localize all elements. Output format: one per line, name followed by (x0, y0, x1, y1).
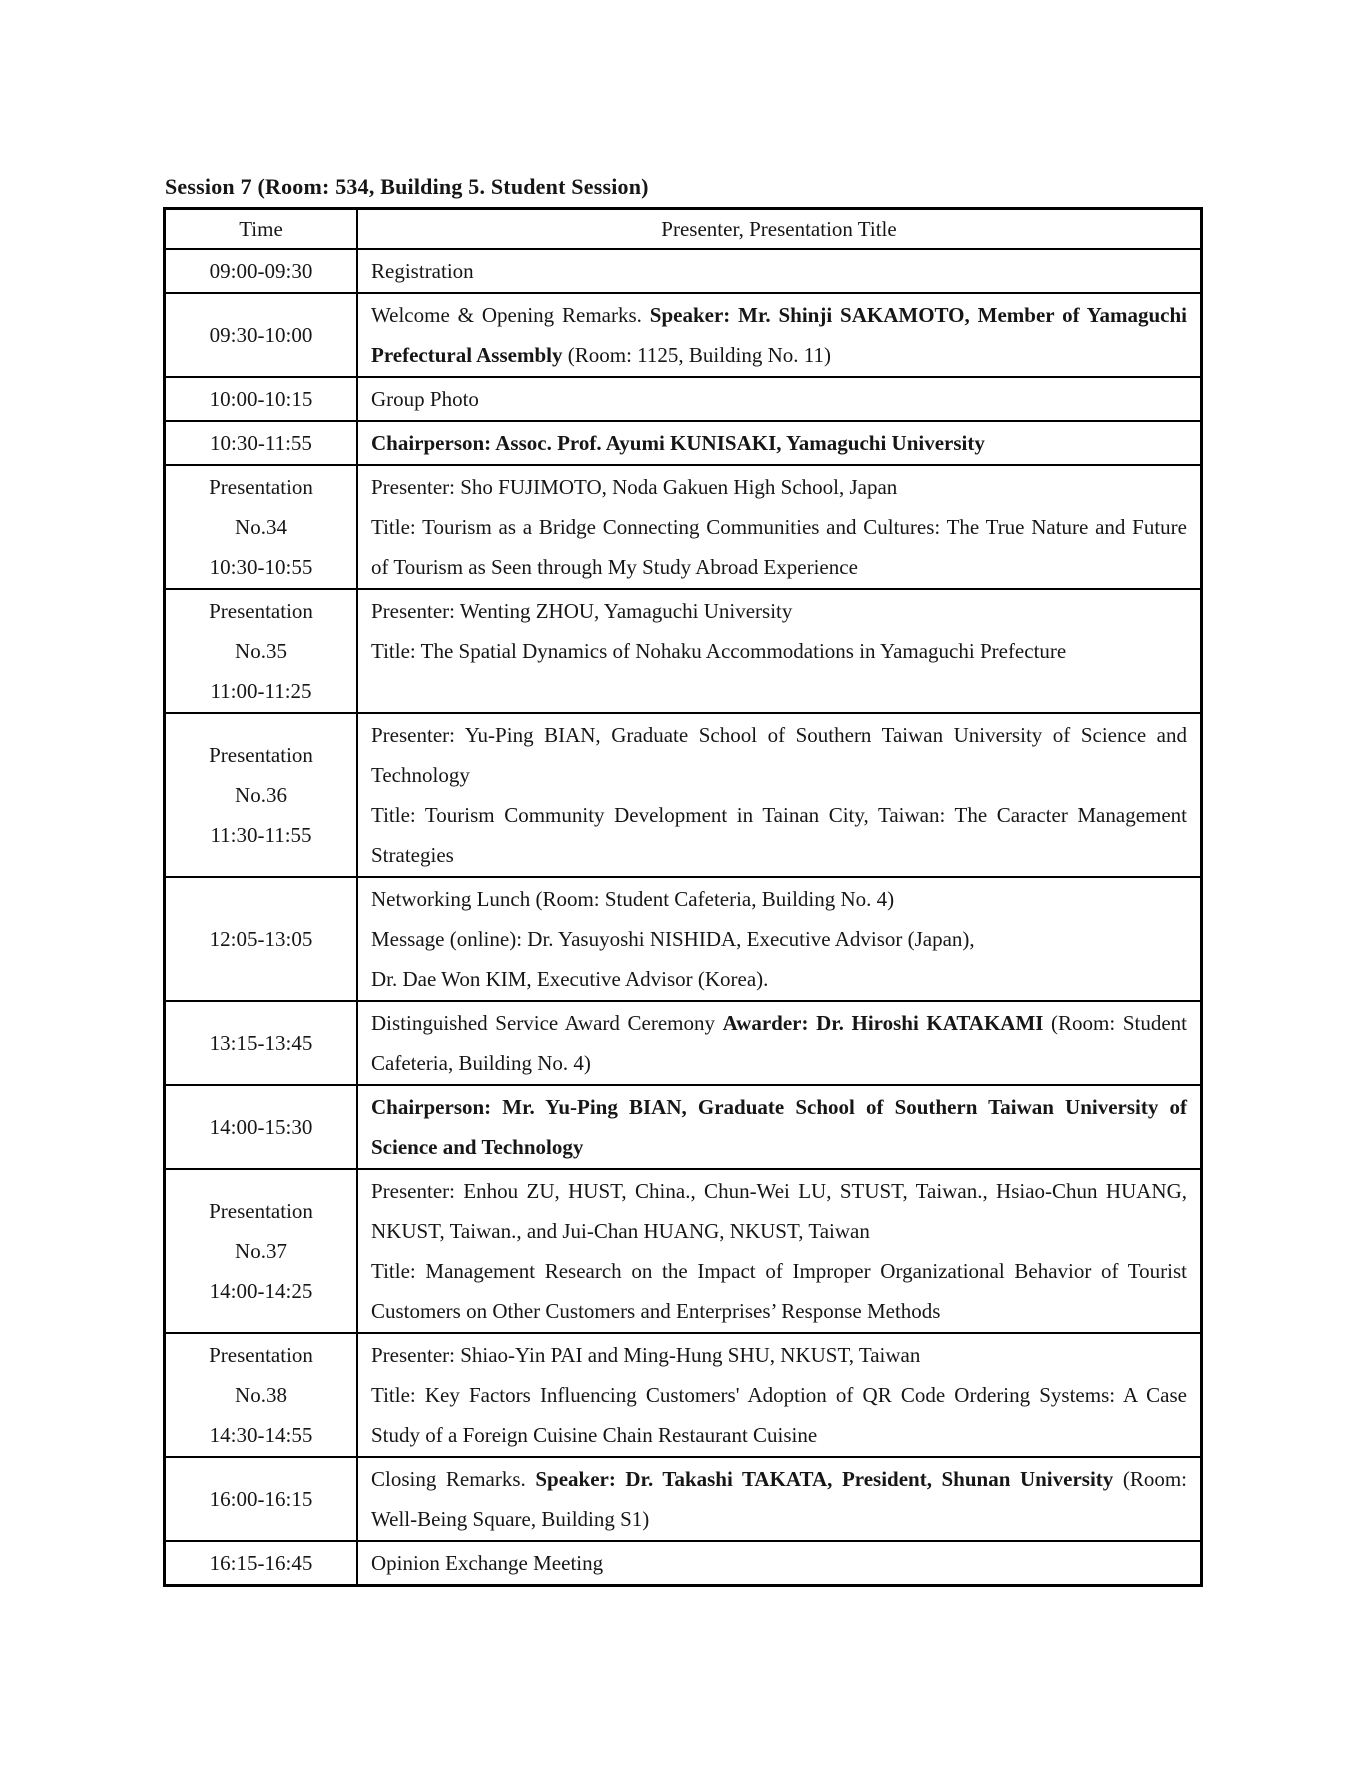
cell-paragraph (371, 879, 1187, 919)
content-cell (358, 250, 1200, 292)
content-cell (358, 1334, 1200, 1456)
content-cell (358, 1086, 1200, 1168)
text-segment: Message (online): Dr. Yasuyoshi NISHIDA, Executive Advisor (Japan), (371, 927, 975, 951)
table-row (166, 1332, 1200, 1456)
table-row (166, 588, 1200, 712)
text-segment: (Room: 1125, Building No. 11) (562, 343, 832, 367)
cell-paragraph (371, 379, 1187, 419)
time-cell (166, 294, 358, 376)
time-line: No.35 (235, 639, 287, 663)
text-segment: Presenter: Yu-Ping BIAN, Graduate School of Southern Taiwan University of Science and Technology (371, 723, 1187, 787)
time-cell (166, 714, 358, 876)
cell-paragraph (371, 959, 1187, 999)
time-cell (166, 378, 358, 420)
time-line: No.36 (235, 783, 287, 807)
content-cell (358, 1002, 1200, 1084)
cell-paragraph (371, 251, 1187, 291)
cell-paragraph (371, 1087, 1187, 1167)
time-cell (166, 466, 358, 588)
text-segment: Closing Remarks. (371, 1467, 536, 1491)
time-cell (166, 1086, 358, 1168)
cell-paragraph (371, 795, 1187, 875)
content-cell (358, 878, 1200, 1000)
time-line: Presentation (209, 743, 313, 767)
cell-paragraph (371, 1459, 1187, 1539)
text-segment: Title: Key Factors Influencing Customers' Adoption of QR Code Ordering Systems: A Case Study of a Foreign Cuisine Chain Restaurant Cuisine (371, 1383, 1187, 1447)
time-line: No.37 (235, 1239, 287, 1263)
table-row (166, 1000, 1200, 1084)
time-cell (166, 1542, 358, 1584)
column-header-time: Time (166, 210, 358, 248)
table-row (166, 420, 1200, 464)
cell-paragraph (371, 631, 1187, 671)
time-cell (166, 1170, 358, 1332)
time-line: 11:30-11:55 (210, 823, 312, 847)
time-cell (166, 422, 358, 464)
content-cell (358, 466, 1200, 588)
table-row (166, 376, 1200, 420)
content-cell (358, 1542, 1200, 1584)
table-row (166, 248, 1200, 292)
time-line: Presentation (209, 1343, 313, 1367)
table-row (166, 1084, 1200, 1168)
time-line: Presentation (209, 475, 313, 499)
time-line: 16:00-16:15 (209, 1487, 313, 1511)
time-line: Presentation (209, 599, 313, 623)
column-header-presenter-title: Presenter, Presentation Title (661, 216, 897, 241)
text-segment: Presenter: Shiao-Yin PAI and Ming-Hung SHU, NKUST, Taiwan (371, 1343, 921, 1367)
time-line: Presentation (209, 1199, 313, 1223)
cell-paragraph (371, 1375, 1187, 1455)
text-segment: Dr. Dae Won KIM, Executive Advisor (Korea). (371, 967, 769, 991)
time-line: 14:00-15:30 (209, 1115, 313, 1139)
text-segment: Title: Tourism as a Bridge Connecting Communities and Cultures: The True Nature and Future of Tourism as Seen through My Study Abroad Experience (371, 515, 1187, 579)
text-segment: (Room: Student Cafeteria, Building No. 4) (371, 1011, 1187, 1075)
cell-paragraph (371, 423, 1187, 463)
text-segment: Networking Lunch (Room: Student Cafeteria, Building No. 4) (371, 887, 895, 911)
document-page (163, 174, 1203, 1587)
time-cell (166, 878, 358, 1000)
table-row (166, 1456, 1200, 1540)
time-line: 14:30-14:55 (209, 1423, 313, 1447)
table-row (166, 464, 1200, 588)
cell-paragraph (371, 1251, 1187, 1331)
cell-paragraph (371, 591, 1187, 631)
cell-paragraph (371, 919, 1187, 959)
bold-text-segment: Speaker: Mr. Shinji SAKAMOTO, Member of Yamaguchi Prefectural Assembly (371, 303, 1187, 367)
time-line: 13:15-13:45 (209, 1031, 313, 1055)
table-header-row (166, 210, 1200, 248)
text-segment: Title: Management Research on the Impact of Improper Organizational Behavior of Tourist Customers on Other Customers and Enterprises’ Response Methods (371, 1259, 1187, 1323)
table-row (166, 1168, 1200, 1332)
text-segment: Group Photo (371, 387, 479, 411)
cell-paragraph (371, 295, 1187, 375)
content-cell (358, 590, 1200, 712)
time-cell (166, 1458, 358, 1540)
bold-text-segment: Chairperson: Mr. Yu-Ping BIAN, Graduate School of Southern Taiwan University of Science and Technology (371, 1095, 1187, 1159)
cell-paragraph (371, 467, 1187, 507)
time-line: No.38 (235, 1383, 287, 1407)
content-cell (358, 378, 1200, 420)
time-line: 12:05-13:05 (209, 927, 313, 951)
schedule-table (163, 207, 1203, 1587)
text-segment: Opinion Exchange Meeting (371, 1551, 604, 1575)
time-line: 09:00-09:30 (209, 259, 313, 283)
cell-paragraph (371, 1003, 1187, 1083)
table-row (166, 712, 1200, 876)
session-title: Session 7 (Room: 534, Building 5. Student Session) (165, 174, 649, 199)
table-row (166, 292, 1200, 376)
text-segment: Distinguished Service Award Ceremony (371, 1011, 723, 1035)
content-cell (358, 714, 1200, 876)
time-line: 10:30-10:55 (209, 555, 313, 579)
cell-paragraph (371, 1335, 1187, 1375)
cell-paragraph (371, 507, 1187, 587)
cell-paragraph (371, 1171, 1187, 1251)
content-cell (358, 422, 1200, 464)
time-line: No.34 (235, 515, 287, 539)
cell-paragraph (371, 715, 1187, 795)
time-line: 14:00-14:25 (209, 1279, 313, 1303)
table-row (166, 1540, 1200, 1584)
time-line: 10:30-11:55 (210, 431, 312, 455)
bold-text-segment: Chairperson: Assoc. Prof. Ayumi KUNISAKI, Yamaguchi University (371, 431, 985, 455)
time-cell (166, 590, 358, 712)
text-segment: Title: Tourism Community Development in Tainan City, Taiwan: The Caracter Management Strategies (371, 803, 1187, 867)
text-segment: Title: The Spatial Dynamics of Nohaku Accommodations in Yamaguchi Prefecture (371, 639, 1067, 663)
time-line: 09:30-10:00 (209, 323, 313, 347)
text-segment: Welcome & Opening Remarks. (371, 303, 650, 327)
cell-paragraph (371, 1543, 1187, 1583)
content-cell (358, 1458, 1200, 1540)
bold-text-segment: Awarder: Dr. Hiroshi KATAKAMI (722, 1011, 1044, 1035)
text-segment: Presenter: Enhou ZU, HUST, China., Chun-Wei LU, STUST, Taiwan., Hsiao-Chun HUANG, NKUST, Taiwan., and Jui-Chan HUANG, NKUST, Taiwan (371, 1179, 1187, 1243)
time-line: 11:00-11:25 (210, 679, 312, 703)
time-cell (166, 1002, 358, 1084)
table-row (166, 876, 1200, 1000)
time-cell (166, 250, 358, 292)
text-segment: (Room: Well-Being Square, Building S1) (371, 1467, 1187, 1531)
time-line: 10:00-10:15 (209, 387, 313, 411)
content-cell (358, 1170, 1200, 1332)
text-segment: Presenter: Sho FUJIMOTO, Noda Gakuen High School, Japan (371, 475, 898, 499)
time-cell (166, 1334, 358, 1456)
bold-text-segment: Speaker: Dr. Takashi TAKATA, President, Shunan University (535, 1467, 1114, 1491)
text-segment: Presenter: Wenting ZHOU, Yamaguchi University (371, 599, 793, 623)
content-cell (358, 294, 1200, 376)
text-segment: Registration (371, 259, 474, 283)
time-line: 16:15-16:45 (209, 1551, 313, 1575)
